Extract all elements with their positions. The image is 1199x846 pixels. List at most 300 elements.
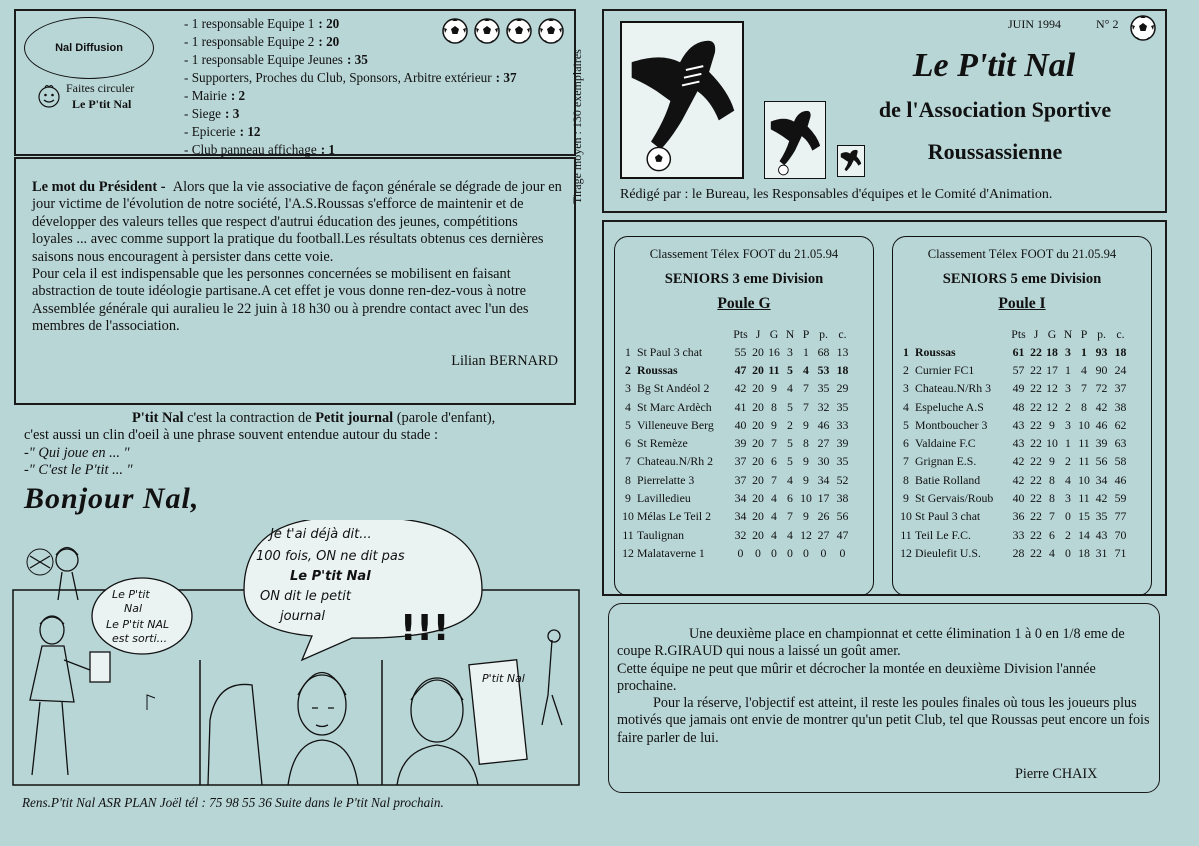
- distribution-item: - Epicerie : 12: [184, 124, 261, 139]
- column-header: G: [769, 326, 779, 341]
- table-row: [619, 508, 852, 526]
- cell-n: 0: [1065, 509, 1071, 524]
- cell-p: 7: [1081, 381, 1087, 396]
- cell-pc: 35: [836, 399, 849, 414]
- cell-rank: 4: [903, 399, 909, 414]
- cell-rank: 5: [625, 417, 631, 432]
- table-row: [897, 398, 1130, 416]
- cell-j: 20: [752, 491, 764, 506]
- cell-j: 22: [1030, 527, 1042, 542]
- table-row: [619, 416, 852, 434]
- cell-p: 9: [803, 417, 809, 432]
- soccer-ball-icon: [505, 17, 533, 50]
- smiley-icon: [36, 83, 62, 109]
- cell-pp: 26: [817, 509, 830, 524]
- cell-rank: 7: [625, 454, 631, 469]
- cell-j: 22: [1030, 454, 1042, 469]
- cell-pc: 0: [839, 545, 846, 560]
- bubble2-line1: Je t'ai déjà dit...: [270, 527, 372, 542]
- cell-g: 17: [1046, 362, 1058, 377]
- cell-team: St Paul 3 chat: [915, 509, 981, 524]
- cell-rank: 2: [903, 362, 909, 377]
- cell-j: 22: [1030, 381, 1042, 396]
- cell-rank: 6: [625, 436, 631, 451]
- cell-p: 7: [803, 381, 809, 396]
- cell-pts: 42: [1012, 472, 1025, 487]
- cell-j: 20: [752, 417, 764, 432]
- cell-g: 18: [1046, 344, 1058, 359]
- cell-team: Valdaine F.C: [915, 436, 976, 451]
- cell-j: 22: [1030, 417, 1042, 432]
- cell-team: Roussas: [637, 362, 678, 377]
- cell-rank: 11: [622, 527, 634, 542]
- cell-rank: 1: [625, 344, 631, 359]
- bubble2-line2: 100 fois, ON ne dit pas: [256, 549, 405, 564]
- cell-g: 7: [771, 472, 777, 487]
- cell-pc: 71: [1114, 545, 1127, 560]
- cell-team: Chateau.N/Rh 2: [637, 454, 714, 469]
- distribution-item: - 1 responsable Equipe 2 : 20: [184, 34, 340, 49]
- cell-pc: 62: [1114, 417, 1127, 432]
- issue-date: JUIN 1994: [1008, 17, 1061, 31]
- cell-p: 11: [1078, 436, 1090, 451]
- cell-pc: 13: [836, 344, 849, 359]
- cell-pc: 56: [836, 509, 849, 524]
- chaix-comment-box: [608, 603, 1160, 793]
- cell-g: 11: [768, 362, 780, 377]
- cell-n: 1: [1065, 362, 1071, 377]
- cell-team: St Paul 3 chat: [637, 344, 703, 359]
- cell-pc: 18: [1114, 344, 1127, 359]
- cell-p: 1: [1081, 344, 1087, 359]
- cell-p: 10: [1078, 472, 1090, 487]
- cell-pp: 93: [1095, 344, 1108, 359]
- cell-pc: 38: [836, 491, 849, 506]
- chaix-text: [617, 626, 1157, 747]
- circulate-line2: Le P'tit Nal: [72, 97, 132, 111]
- table-row: [897, 489, 1130, 507]
- cell-team: Dieulefit U.S.: [915, 545, 981, 560]
- cell-pts: 28: [1012, 545, 1025, 560]
- column-header: p.: [1097, 326, 1106, 341]
- cell-n: 3: [1065, 417, 1071, 432]
- cell-p: 11: [1078, 491, 1090, 506]
- table-row: [619, 343, 852, 361]
- cell-n: 4: [787, 472, 793, 487]
- table-row: [897, 471, 1130, 489]
- cell-pts: 48: [1012, 399, 1025, 414]
- exclamation-marks: !!!: [400, 608, 450, 649]
- cell-pc: 35: [836, 454, 849, 469]
- cell-p: 8: [803, 436, 809, 451]
- cell-pp: 42: [1095, 491, 1108, 506]
- bubble1-line3: Le P'tit NAL: [106, 618, 170, 631]
- cell-g: 9: [771, 381, 777, 396]
- cell-pc: 58: [1114, 454, 1127, 469]
- cell-pp: 72: [1095, 381, 1108, 396]
- bubble1-line1: Le P'tit: [112, 588, 150, 601]
- cell-n: 5: [787, 454, 793, 469]
- cell-g: 4: [1049, 545, 1055, 560]
- cell-j: 22: [1030, 399, 1042, 414]
- cell-n: 2: [1065, 527, 1071, 542]
- bubble2-line4: ON dit le petit: [260, 589, 351, 604]
- cell-p: 4: [1081, 362, 1087, 377]
- cell-pp: 31: [1095, 545, 1108, 560]
- president-box: [14, 157, 576, 405]
- bubble2-line5: journal: [280, 609, 325, 624]
- cell-pp: 34: [817, 472, 830, 487]
- issue-number: N° 2: [1096, 17, 1119, 31]
- chaix-paragraph3: Pour la réserve, l'objectif est atteint, il reste les poules finales où tous les joueurs plus motivés que jamais ont envie de montrer qu'un petit Club, tel que Roussas peut encore un fois faire parler de lui.: [617, 695, 1150, 746]
- soccer-ball-icon: [473, 17, 501, 50]
- cell-pp: 32: [817, 399, 830, 414]
- cell-rank: 8: [625, 472, 631, 487]
- newsletter-title: Le P'tit Nal: [912, 47, 1076, 84]
- cell-team: St Remèze: [637, 436, 688, 451]
- cell-rank: 1: [903, 344, 909, 359]
- cell-g: 16: [768, 344, 780, 359]
- cell-pc: 59: [1114, 491, 1127, 506]
- cell-p: 9: [803, 454, 809, 469]
- soccer-balls: [441, 17, 565, 50]
- cell-g: 10: [1046, 436, 1058, 451]
- distribution-item: - 1 responsable Equipe Jeunes : 35: [184, 52, 368, 67]
- cell-p: 8: [1081, 399, 1087, 414]
- cell-pp: 34: [1095, 472, 1108, 487]
- cell-n: 7: [787, 509, 793, 524]
- cell-p: 10: [800, 491, 812, 506]
- table-row: [897, 361, 1130, 379]
- circulate-line1: Faites circuler: [66, 81, 135, 95]
- column-header: N: [785, 326, 795, 341]
- cell-p: 9: [803, 472, 809, 487]
- cell-j: 22: [1030, 344, 1042, 359]
- intro-line4: -" C'est le P'tit ... ": [24, 461, 133, 478]
- cell-rank: 12: [622, 545, 634, 560]
- bubble1-line4: est sorti...: [112, 632, 168, 645]
- column-header: p.: [819, 326, 828, 341]
- cell-pc: 46: [1114, 472, 1127, 487]
- cell-j: 22: [1030, 472, 1042, 487]
- cell-pp: 43: [1095, 527, 1108, 542]
- cell-j: 20: [752, 509, 764, 524]
- cell-g: 7: [771, 436, 777, 451]
- cell-team: Roussas: [915, 344, 956, 359]
- cell-pts: 37: [734, 472, 747, 487]
- bubble1-line2: Nal: [124, 602, 143, 615]
- reader-figure: [397, 630, 562, 785]
- cell-team: Villeneuve Berg: [637, 417, 714, 432]
- cell-n: 1: [1065, 436, 1071, 451]
- standings-grid: [619, 325, 852, 563]
- column-header: J: [755, 326, 761, 341]
- table-row: [897, 434, 1130, 452]
- cell-pts: 41: [734, 399, 747, 414]
- distribution-item: - Siege : 3: [184, 106, 240, 121]
- newsletter-subtitle2: Roussassienne: [927, 139, 1063, 164]
- cell-j: 22: [1030, 509, 1042, 524]
- table-header-row: [619, 325, 852, 343]
- cell-j: 22: [1030, 545, 1042, 560]
- cell-team: Teil Le F.C.: [915, 527, 971, 542]
- cell-n: 4: [1065, 472, 1071, 487]
- cell-pp: 27: [817, 527, 830, 542]
- table-header: Classement Télex FOOT du 21.05.94: [649, 247, 839, 261]
- cell-rank: 6: [903, 436, 909, 451]
- cell-j: 22: [1030, 491, 1042, 506]
- cell-j: 20: [752, 362, 764, 377]
- cell-j: 20: [752, 436, 764, 451]
- cell-pp: 46: [1095, 417, 1108, 432]
- table-poule: Poule G: [717, 295, 771, 312]
- cell-g: 9: [1049, 417, 1055, 432]
- cell-pc: 70: [1114, 527, 1127, 542]
- cell-g: 9: [771, 417, 777, 432]
- footer-contact: Rens.P'tit Nal ASR PLAN Joël tél : 75 98 55 36 Suite dans le P'tit Nal prochain.: [22, 795, 444, 810]
- intro-line3: -" Qui joue en ... ": [24, 444, 130, 461]
- soccer-ball-icon: [441, 17, 469, 50]
- cell-n: 5: [787, 399, 793, 414]
- cell-g: 12: [1046, 381, 1058, 396]
- distribution-item: - 1 responsable Equipe 1 : 20: [184, 16, 340, 31]
- cell-pts: 39: [734, 436, 747, 451]
- cell-j: 22: [1030, 436, 1042, 451]
- table-row: [619, 398, 852, 416]
- cell-team: Lavilledieu: [637, 491, 691, 506]
- cell-pts: 43: [1012, 417, 1025, 432]
- cell-p: 11: [1078, 454, 1090, 469]
- table-division: SENIORS 3 eme Division: [664, 271, 824, 287]
- table-row: [897, 416, 1130, 434]
- column-header: c.: [1116, 326, 1125, 341]
- cell-pts: 37: [734, 454, 747, 469]
- cell-n: 2: [787, 417, 793, 432]
- cell-team: Batie Rolland: [915, 472, 981, 487]
- distribution-item: - Mairie : 2: [184, 88, 246, 103]
- column-header: P: [802, 326, 810, 341]
- cell-n: 4: [787, 527, 793, 542]
- table-row: [619, 489, 852, 507]
- cell-p: 10: [1078, 417, 1090, 432]
- table-row: [897, 380, 1130, 398]
- column-header: P: [1080, 326, 1088, 341]
- cell-pp: 30: [817, 454, 830, 469]
- cell-pp: 68: [817, 344, 830, 359]
- column-header: J: [1033, 326, 1039, 341]
- column-header: c.: [838, 326, 847, 341]
- cell-team: Espeluche A.S: [915, 399, 984, 414]
- cell-rank: 5: [903, 417, 909, 432]
- cell-g: 8: [1049, 472, 1055, 487]
- table-division: SENIORS 5 eme Division: [942, 271, 1102, 287]
- cell-pts: 34: [734, 509, 747, 524]
- nal-diffusion-badge: Nal Diffusion: [24, 17, 154, 79]
- table-row: [619, 526, 852, 544]
- cell-rank: 4: [625, 399, 631, 414]
- cell-rank: 8: [903, 472, 909, 487]
- cell-g: 9: [1049, 454, 1055, 469]
- cell-p: 15: [1078, 509, 1090, 524]
- cell-rank: 2: [625, 362, 631, 377]
- cell-g: 4: [771, 527, 777, 542]
- cell-p: 4: [803, 362, 809, 377]
- president-signature: Lilian BERNARD: [451, 353, 558, 369]
- cell-j: 20: [752, 454, 764, 469]
- cell-g: 4: [771, 491, 777, 506]
- cell-rank: 3: [625, 381, 631, 396]
- cell-pp: 56: [1095, 454, 1108, 469]
- cell-j: 20: [752, 527, 764, 542]
- cell-pts: 55: [734, 344, 747, 359]
- cell-p: 14: [1078, 527, 1090, 542]
- cell-pts: 42: [1012, 454, 1025, 469]
- table-row: [619, 544, 852, 562]
- cell-g: 8: [1049, 491, 1055, 506]
- table-row: [897, 508, 1130, 526]
- table-row: [897, 453, 1130, 471]
- standings-grid: [897, 325, 1130, 563]
- cell-n: 5: [787, 436, 793, 451]
- cell-p: 18: [1078, 545, 1090, 560]
- cell-pc: 18: [836, 362, 849, 377]
- cell-pp: 0: [820, 545, 827, 560]
- cell-pts: 61: [1012, 344, 1025, 359]
- cell-team: Taulignan: [637, 527, 685, 542]
- cell-pc: 33: [836, 417, 849, 432]
- table-row: [619, 453, 852, 471]
- president-paragraph1: Alors que la vie associative de façon générale se dégrade de jour en jour victime de l'évolution de notre société, l'A.S.Roussas s'efforce de maintenir et de développer des valeurs telles que respect d'autrui éducation des jeunes, compétitions loyales ... avec comme support la pratique du football.Les résultats obtenus ces dernières saisons nous encouragent à persister dans cette voie.: [32, 179, 562, 265]
- table-poule: Poule I: [998, 295, 1046, 312]
- cell-pp: 39: [1095, 436, 1108, 451]
- cell-n: 3: [787, 344, 793, 359]
- table-row: [897, 544, 1130, 562]
- footballer-logo: [620, 21, 744, 179]
- table-header: Classement Télex FOOT du 21.05.94: [927, 247, 1117, 261]
- cell-p: 0: [803, 545, 809, 560]
- table-row: [619, 471, 852, 489]
- tirage-label: Tirage moyen : 130 exemplaires: [570, 49, 584, 204]
- cell-team: Montboucher 3: [915, 417, 988, 432]
- cell-n: 3: [1065, 381, 1071, 396]
- cell-pts: 33: [1012, 527, 1025, 542]
- editorial-credit: Rédigé par : le Bureau, les Responsables d'équipes et le Comité d'Animation.: [620, 187, 1053, 202]
- kid-with-paper-figure: [30, 616, 110, 775]
- cell-n: 4: [787, 381, 793, 396]
- cell-pts: 57: [1012, 362, 1025, 377]
- cell-pp: 17: [817, 491, 830, 506]
- cell-rank: 12: [900, 545, 912, 560]
- cell-team: St Gervais/Roub: [915, 491, 994, 506]
- cell-pts: 36: [1012, 509, 1025, 524]
- distribution-item: - Club panneau affichage : 1: [184, 142, 335, 157]
- cell-pc: 77: [1114, 509, 1127, 524]
- cell-rank: 7: [903, 454, 909, 469]
- cell-n: 2: [1065, 454, 1071, 469]
- cell-pc: 38: [1114, 399, 1127, 414]
- intro-line1: P'tit Nal c'est la contraction de Petit journal (parole d'enfant),: [132, 410, 496, 426]
- header-box: [602, 9, 1167, 213]
- standings-table-5eme: [892, 236, 1152, 596]
- cell-pc: 29: [836, 381, 849, 396]
- cell-rank: 10: [622, 509, 634, 524]
- cell-g: 7: [1049, 509, 1055, 524]
- chaix-paragraph1: Une deuxième place en championnat et cette élimination 1 à 0 en 1/8 eme de coupe R.GIRAUD qui nous a laissé un goût amer.: [617, 626, 1125, 660]
- cell-g: 6: [1049, 527, 1055, 542]
- cell-n: 3: [1065, 491, 1071, 506]
- cell-n: 6: [787, 491, 793, 506]
- cell-pp: 53: [817, 362, 830, 377]
- cell-n: 0: [1065, 545, 1071, 560]
- cell-g: 6: [771, 454, 777, 469]
- cell-rank: 10: [900, 509, 912, 524]
- cell-p: 7: [803, 399, 809, 414]
- cell-n: 2: [1065, 399, 1071, 414]
- newsletter-subtitle1: de l'Association Sportive: [878, 97, 1112, 122]
- cell-team: Mélas Le Teil 2: [637, 509, 711, 524]
- cell-rank: 9: [903, 491, 909, 506]
- president-paragraph2: Pour cela il est indispensable que les personnes concernées se mobilisent en faisant abstraction de toute idéologie partisane.A cet effet je vous donne ren-dez-vous à notre Assemblée générale qui auralieu le 22 juin à 18 h30 ou à prendre contact avec l'un des membres de l'association.: [32, 266, 529, 335]
- cell-g: 0: [771, 545, 777, 560]
- table-row: [897, 526, 1130, 544]
- cell-pp: 42: [1095, 399, 1108, 414]
- cell-pp: 27: [817, 436, 830, 451]
- cell-pts: 32: [734, 527, 747, 542]
- president-heading: Le mot du Président -: [32, 179, 166, 195]
- bonjour-heading: Bonjour Nal,: [24, 482, 200, 515]
- ptitnal-intro: [24, 410, 584, 479]
- kid-with-ball-figure: [27, 548, 78, 601]
- table-row: [619, 361, 852, 379]
- cell-j: 20: [752, 399, 764, 414]
- cell-g: 4: [771, 509, 777, 524]
- distribution-box: [14, 9, 576, 156]
- cell-pc: 24: [1114, 362, 1127, 377]
- cell-p: 1: [803, 344, 809, 359]
- table-row: [897, 343, 1130, 361]
- cell-team: St Marc Ardèch: [637, 399, 712, 414]
- table-header-row: [897, 325, 1130, 343]
- cell-pts: 34: [734, 491, 747, 506]
- soccer-ball-icon: [537, 17, 565, 50]
- cell-team: Curnier FC1: [915, 362, 975, 377]
- cell-team: Grignan E.S.: [915, 454, 977, 469]
- table-row: [619, 380, 852, 398]
- cell-p: 12: [800, 527, 812, 542]
- cell-rank: 3: [903, 381, 909, 396]
- table-row: [619, 434, 852, 452]
- cell-pp: 46: [817, 417, 830, 432]
- cell-g: 8: [771, 399, 777, 414]
- cell-pts: 47: [734, 362, 747, 377]
- cell-n: 3: [1065, 344, 1071, 359]
- footballer-logo: [764, 101, 826, 179]
- cell-rank: 9: [625, 491, 631, 506]
- cell-pc: 63: [1114, 436, 1127, 451]
- distribution-item: - Supporters, Proches du Club, Sponsors, Arbitre extérieur : 37: [184, 70, 517, 85]
- cell-pp: 35: [817, 381, 830, 396]
- president-text: [32, 179, 562, 336]
- intro-line2: c'est aussi un clin d'oeil à une phrase souvent entendue autour du stade :: [24, 427, 439, 444]
- cell-team: Malataverne 1: [637, 545, 705, 560]
- cell-n: 0: [787, 545, 793, 560]
- cell-p: 9: [803, 509, 809, 524]
- cell-team: Chateau.N/Rh 3: [915, 381, 992, 396]
- cell-pts: 0: [737, 545, 744, 560]
- chaix-signature: Pierre CHAIX: [1015, 766, 1098, 782]
- cell-pts: 40: [1012, 491, 1025, 506]
- cell-j: 20: [752, 381, 764, 396]
